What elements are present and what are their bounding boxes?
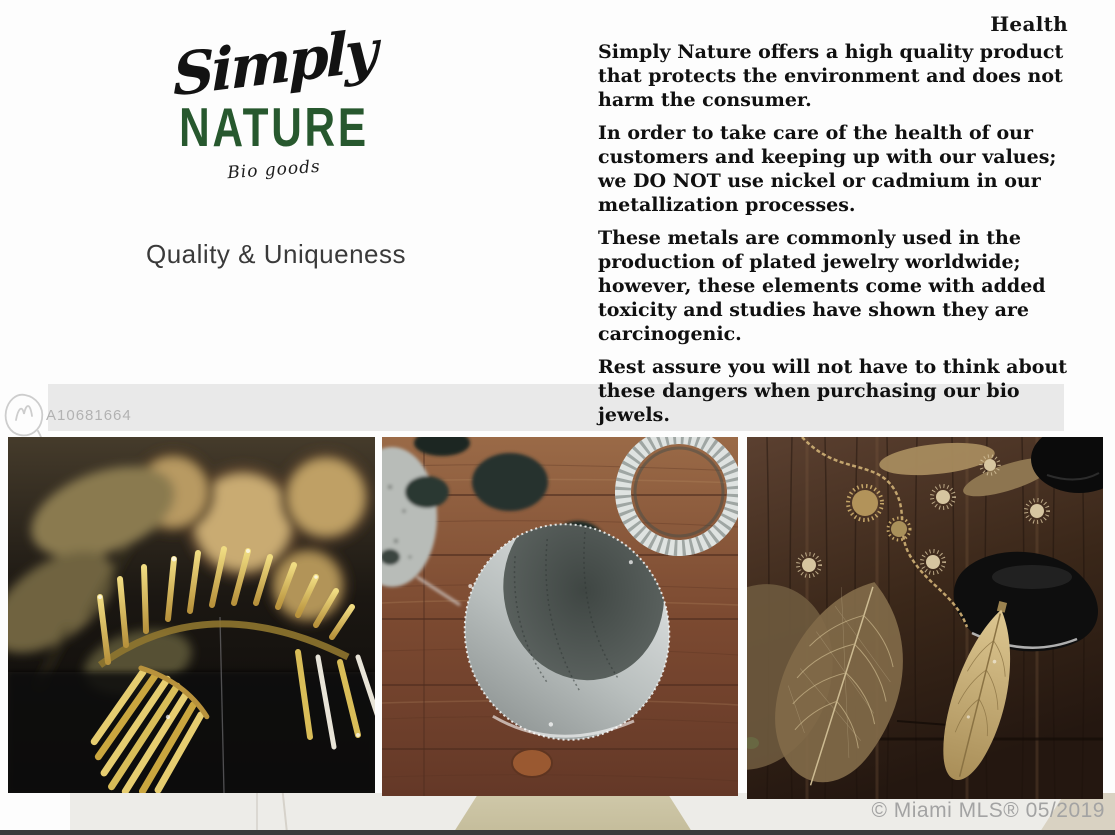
- photo-leaf-pendant-necklace: [747, 437, 1103, 799]
- brand-name-wordmark: NATURE: [179, 96, 369, 158]
- paragraph-health-3: These metals are commonly used in the production of plated jewelry worldwide; however, these elements come with added toxicity and studies have shown they are carcinogenic.: [598, 227, 1046, 345]
- photo-silver-leaf-cuff: [382, 437, 738, 796]
- lampshade: [452, 793, 694, 835]
- lamp-stand-line-2: [282, 793, 288, 835]
- paragraph-health-1: Simply Nature offers a high quality product that protects the environment and does not harm the consumer.: [598, 41, 1064, 111]
- health-heading: Health: [990, 12, 1068, 36]
- brand-script-wordmark: Simply: [172, 16, 376, 110]
- body-copy: [598, 40, 1068, 436]
- lamp-stand-line: [256, 793, 258, 835]
- mls-credit: © Miami MLS® 05/2019: [871, 799, 1105, 822]
- brand-logo: [148, 16, 400, 184]
- mls-watermark-id: A10681664: [46, 407, 132, 424]
- bottom-bar: [0, 830, 1115, 835]
- wall-highlight: [0, 793, 70, 835]
- photo-gold-twig-cuff: [8, 437, 375, 793]
- paragraph-health-2: In order to take care of the health of our customers and keeping up with our values; we DO NOT use nickel or cadmium in our metallization processes.: [598, 122, 1057, 216]
- subtitle: Quality & Uniqueness: [146, 239, 407, 269]
- paragraph-health-4: Rest assure you will not have to think about these dangers when purchasing our bio jewels.: [598, 356, 1068, 426]
- brand-tagline: Bio goods: [226, 156, 322, 184]
